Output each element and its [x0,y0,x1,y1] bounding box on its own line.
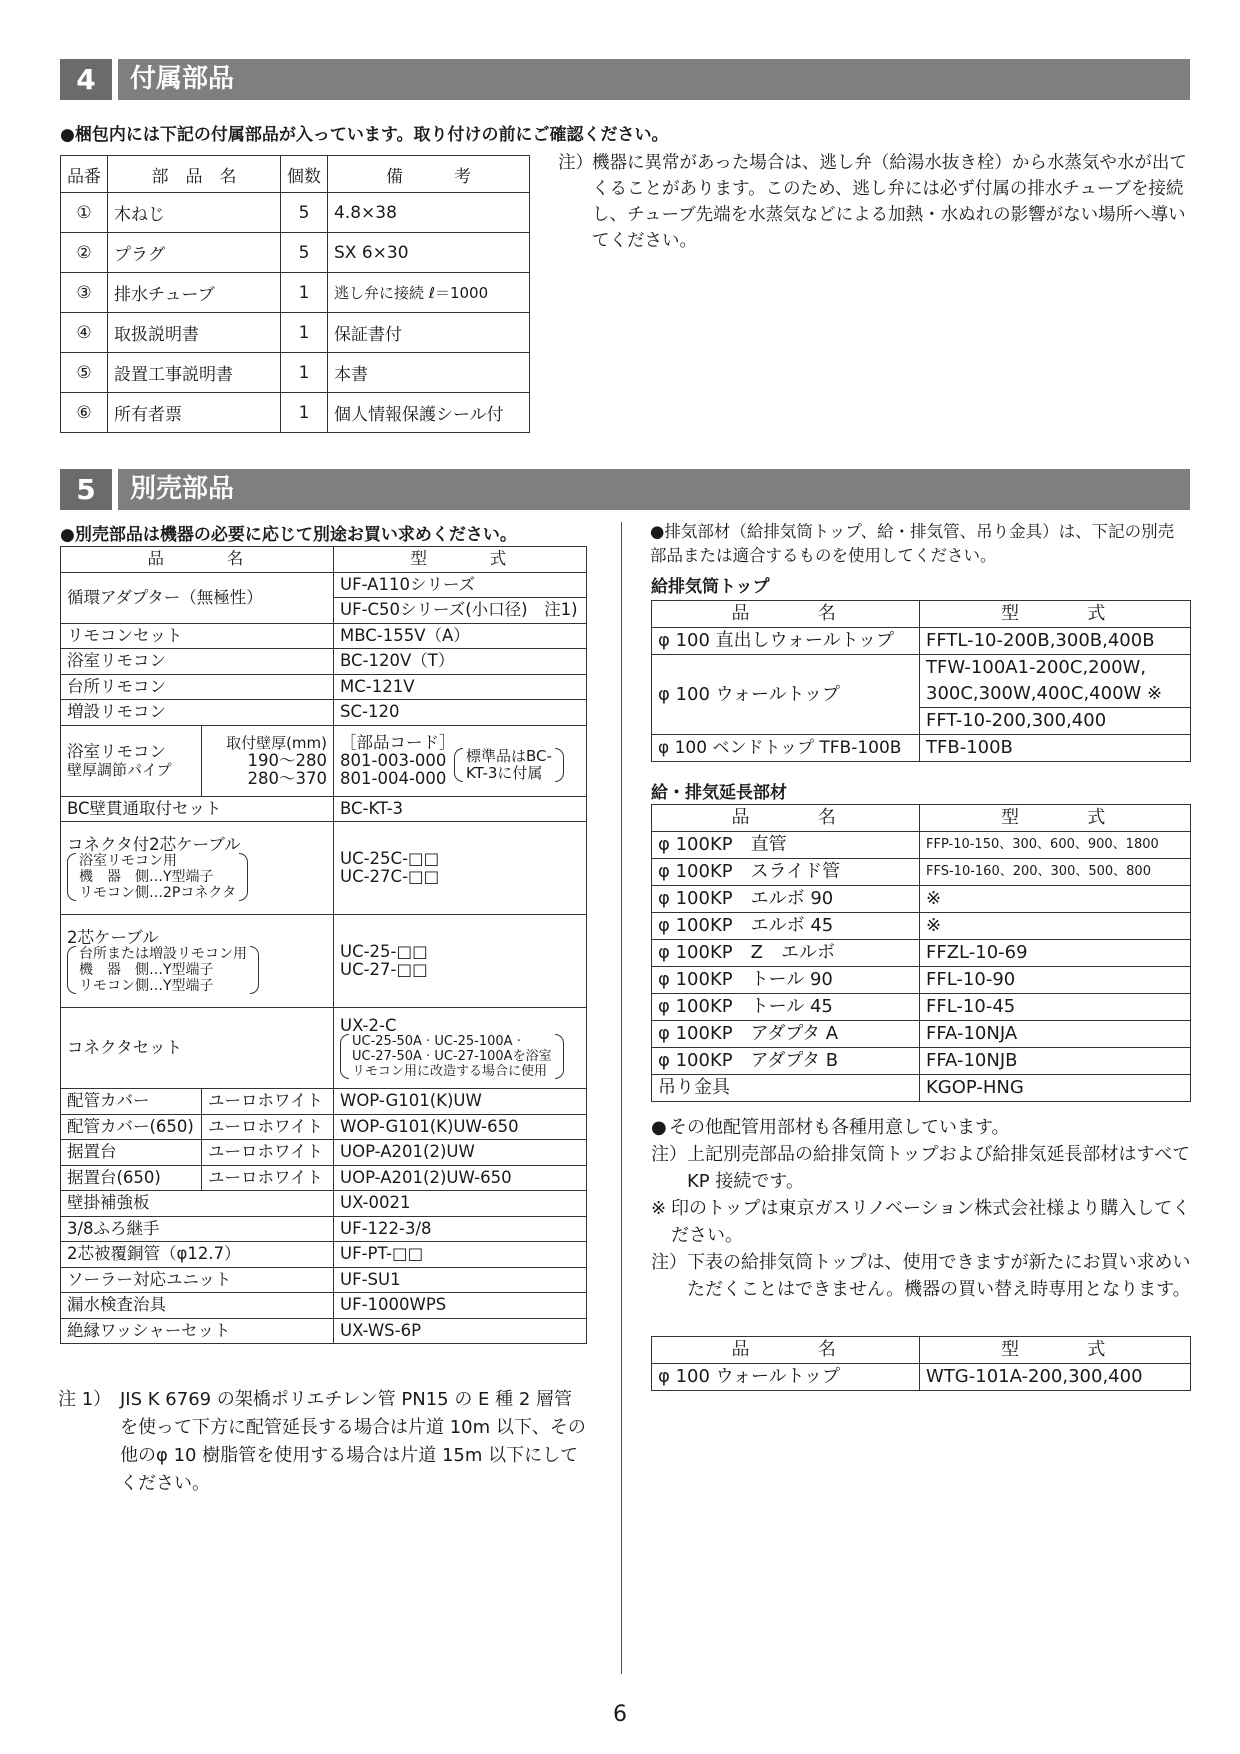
table-row [61,393,530,433]
table-row [652,913,1191,940]
table-row [61,674,587,700]
note-prefix: ※ [651,1198,667,1219]
options-table [60,546,587,1344]
cell: 絶縁ワッシャーセット [61,1318,334,1344]
cell: KGOP-HNG [920,1075,1191,1102]
cell: FFT-10-200,300,400 [920,708,1191,735]
cell [334,915,587,1008]
cell: BC壁貫通取付セット [61,796,334,822]
cell: ⑤ [61,353,108,393]
cell: 1 [281,313,328,353]
note-text: 上記別売部品の給排気筒トップおよび給排気延長部材はすべて KP 接続です。 [687,1144,1191,1192]
pipe-code-2: 801-004-000 [340,768,447,788]
cell: φ 100KP アダプタ A [652,1021,920,1048]
table-row [61,1318,587,1344]
section-title: 付属部品 [130,64,235,94]
cable2-title: 2芯ケーブル [67,927,159,947]
cell: 据置台 [61,1140,202,1166]
pipe-note-1: 標準品はBC- [466,746,552,765]
col-no: 品番 [61,156,108,193]
col-name: 品 名 [652,805,920,832]
table-row [652,832,1191,859]
note-item [651,1141,1191,1195]
cell: 台所リモコン [61,674,334,700]
cell [61,822,334,915]
cell: ⑥ [61,393,108,433]
cell: ソーラー対応ユニット [61,1267,334,1293]
model-line: UC-27-□□ [340,960,428,979]
cell: TFB-100B [920,735,1191,762]
cell: UF-A110シリーズ [334,572,587,598]
col-name: 品 名 [652,601,920,628]
table-row [652,859,1191,886]
note-text: その他配管用部材も各種用意しています。 [669,1117,1010,1138]
col-name: 品 名 [652,1337,920,1364]
model-line: UC-27C-□□ [340,867,440,886]
cell: BC-120V（T） [334,649,587,675]
detail-line: 機 器 側…Y型端子 [79,961,214,978]
section-5-lead: ●別売部品は機器の必要に応じて別途お買い求めください。 [60,525,517,545]
cell: FFL-10-45 [920,994,1191,1021]
pipe-name-2: 壁厚調節パイプ [67,760,172,779]
cell: 保証書付 [328,313,530,353]
cell: BC-KT-3 [334,796,587,822]
section-title: 別売部品 [130,474,235,504]
table-row [61,233,530,273]
cell: UF-SU1 [334,1267,587,1293]
cell [334,725,587,796]
cell: 壁掛補強板 [61,1191,334,1217]
pipe-wall-1: 190〜280 [247,750,327,770]
note-text: 機器に異常があった場合は、逃し弁（給湯水抜き栓）から水蒸気や水が出てくることがあります。このため、逃し弁には必ず付属の排水チューブを接続し、チューブ先端を水蒸気などによる加熱・水ぬれの影響がない場所へ導いてください。 [592,153,1187,251]
table-row [652,1021,1191,1048]
cell: 循環アダプター（無極性） [61,572,334,623]
model-line: UC-25-□□ [340,942,428,961]
cell: 4.8×38 [328,193,530,233]
table-row [61,1293,587,1319]
conn-model: UX-2-C [340,1016,397,1035]
cell: FFL-10-90 [920,967,1191,994]
table-row [652,628,1191,655]
cell: FFA-10NJA [920,1021,1191,1048]
table-row [61,193,530,233]
cell: 漏水検査治具 [61,1293,334,1319]
cell: ユーロホワイト [201,1089,333,1115]
table-row [652,1048,1191,1075]
cable1-title: コネクタ付2芯ケーブル [67,834,241,854]
table-row [61,1191,587,1217]
pipe-code-header: ［部品コード］ [340,732,456,752]
table-row [61,1216,587,1242]
right-notes [651,1114,1191,1303]
col-model: 型 式 [920,1337,1191,1364]
cell: φ 100KP アダプタ B [652,1048,920,1075]
cell: SX 6×30 [328,233,530,273]
cell: 設置工事説明書 [108,353,281,393]
table-row [61,1267,587,1293]
table-row [652,994,1191,1021]
cell: WTG-101A-200,300,400 [920,1364,1191,1391]
cell: 吊り金具 [652,1075,920,1102]
cell [201,725,333,796]
col-remark: 備 考 [328,156,530,193]
flue-top-table [651,600,1191,762]
cell: FFA-10NJB [920,1048,1191,1075]
cell: φ 100KP エルボ 90 [652,886,920,913]
detail-line: 台所または増設リモコン用 [79,945,247,962]
cell: φ 100KP スライド管 [652,859,920,886]
table-row [61,796,587,822]
cell: UF-1000WPS [334,1293,587,1319]
cell: コネクタセット [61,1008,334,1089]
table-row [652,940,1191,967]
pipe-wall-2: 280〜370 [247,768,327,788]
cell: ユーロホワイト [201,1140,333,1166]
table-row [61,1114,587,1140]
cell: FFZL-10-69 [920,940,1191,967]
section-4-header [60,59,1190,100]
cell: φ 100KP 直管 [652,832,920,859]
cell: 配管カバー(650) [61,1114,202,1140]
cell: WOP-G101(K)UW-650 [334,1114,587,1140]
cell: UOP-A201(2)UW [334,1140,587,1166]
cell: 所有者票 [108,393,281,433]
cell: 1 [281,353,328,393]
cell: ① [61,193,108,233]
cell: φ 100KP トール 90 [652,967,920,994]
cell: 増設リモコン [61,700,334,726]
detail-line: 浴室リモコン用 [79,852,177,869]
pipe-name-1: 浴室リモコン [67,741,166,761]
table-row [61,353,530,393]
note-item [651,1249,1191,1303]
conn-detail [340,1034,564,1079]
cell: ※ [920,886,1191,913]
col-model: 型 式 [920,601,1191,628]
cell: ユーロホワイト [201,1114,333,1140]
cell: ③ [61,273,108,313]
cell: FFS-10-160、200、300、500、800 [920,859,1191,886]
cell: 排水チューブ [108,273,281,313]
pipe-wall-header: 取付壁厚(mm) [226,733,327,752]
table-row [652,1075,1191,1102]
table-row [652,1364,1191,1391]
note-prefix: 注） [651,1144,687,1165]
cell: WOP-G101(K)UW [334,1089,587,1115]
cell [61,915,334,1008]
cell: φ 100 ウォールトップ [652,1364,920,1391]
cell: FFTL-10-200B,300B,400B [920,628,1191,655]
section-5-header [60,469,1190,510]
cell: 木ねじ [108,193,281,233]
cell: UX-0021 [334,1191,587,1217]
column-divider [621,522,622,1674]
note-text: 下表の給排気筒トップは、使用できますが新たにお買い求めいただくことはできません。機器の買い替え時専用となります。 [687,1252,1191,1300]
table-row [652,967,1191,994]
note-prefix: 注 1） [58,1389,112,1410]
col-model: 型 式 [334,547,587,573]
section-4-lead: ●梱包内には下記の付属部品が入っています。取り付けの前にご確認ください。 [60,125,669,145]
table-row [61,1140,587,1166]
pipe-note-2: KT-3に付属 [466,763,543,782]
table-row [61,822,587,915]
page-number: 6 [613,1702,627,1727]
cell: 300C,300W,400C,400W ※ [920,681,1191,708]
cell: MBC-155V（A） [334,623,587,649]
accessory-table [60,155,530,433]
top-title: 給排気筒トップ [651,577,770,597]
right-lead: ●排気部材（給排気筒トップ、給・排気管、吊り金具）は、下記の別売部品または適合するものを使用してください。 [650,522,1175,565]
cell: 個人情報保護シール付 [328,393,530,433]
table-row [61,725,587,796]
pipe-note [454,748,564,782]
cell: SC-120 [334,700,587,726]
detail-line: UC-25-50A · UC-25-100A · [352,1034,521,1049]
table-row [61,623,587,649]
note-item [651,1195,1191,1249]
cell [61,725,202,796]
cell: φ 100KP Z エルボ [652,940,920,967]
cell: 3/8ふろ継手 [61,1216,334,1242]
cell: ④ [61,313,108,353]
cell: 2芯被覆銅管（φ12.7） [61,1242,334,1268]
note-prefix: ● [651,1117,667,1138]
cable1-detail [67,853,248,901]
cell: φ 100 ベンドトップ TFB-100B [652,735,920,762]
cell: 浴室リモコン [61,649,334,675]
section-4-note [558,150,1188,254]
cell: 逃し弁に接続 ℓ＝1000 [328,273,530,313]
detail-line: UC-27-50A · UC-27-100Aを浴室 [352,1049,552,1064]
cell: φ 100KP トール 45 [652,994,920,1021]
col-name: 品 名 [61,547,334,573]
section-number: 5 [60,469,112,510]
table-row [61,1008,587,1089]
cell: ※ [920,913,1191,940]
cell: リモコンセット [61,623,334,649]
ext-title: 給・排気延長部材 [651,783,787,803]
table-row [61,915,587,1008]
note-text: JIS K 6769 の架橋ポリエチレン管 PN15 の E 種 2 層管を使って下方に配管延長する場合は片道 10m 以下、その他のφ 10 樹脂管を使用する場合は片道 15m 以下にしてください。 [120,1389,586,1494]
cell: 5 [281,233,328,273]
cell: ユーロホワイト [201,1165,333,1191]
note-item [651,1114,1191,1141]
cell: 本書 [328,353,530,393]
table-row [652,655,1191,682]
note-prefix: 注） [651,1252,687,1273]
col-name: 部 品 名 [108,156,281,193]
note-prefix: 注） [558,153,593,173]
table-row [61,1242,587,1268]
table-row [61,649,587,675]
table-row [61,273,530,313]
pipe-code-1: 801-003-000 [340,750,447,770]
cell: MC-121V [334,674,587,700]
cell: 1 [281,393,328,433]
cell: 配管カバー [61,1089,202,1115]
model-line: UC-25C-□□ [340,849,440,868]
table-row [652,886,1191,913]
legacy-top-table [651,1336,1191,1391]
note-text: 印のトップは東京ガスリノベーション株式会社様より購入してください。 [671,1198,1191,1246]
table-row [61,700,587,726]
cell: UF-PT-□□ [334,1242,587,1268]
cell: 取扱説明書 [108,313,281,353]
detail-line: リモコン側…Y型端子 [79,977,214,994]
cell: 5 [281,193,328,233]
cell: 据置台(650) [61,1165,202,1191]
cell: φ 100 ウォールトップ [652,655,920,735]
detail-line: リモコン側…2Pコネクタ [79,884,237,901]
cell: FFP-10-150、300、600、900、1800 [920,832,1191,859]
table-row [61,313,530,353]
cell: UF-122-3/8 [334,1216,587,1242]
col-qty: 個数 [281,156,328,193]
table-row [61,1089,587,1115]
col-model: 型 式 [920,805,1191,832]
detail-line: 機 器 側…Y型端子 [79,868,214,885]
cell: UX-WS-6P [334,1318,587,1344]
cell: φ 100 直出しウォールトップ [652,628,920,655]
cable2-detail [67,946,259,994]
cell: 1 [281,273,328,313]
cell [334,1008,587,1089]
cell: ② [61,233,108,273]
cell: UOP-A201(2)UW-650 [334,1165,587,1191]
cell: プラグ [108,233,281,273]
table-row [61,572,587,598]
detail-line: リモコン用に改造する場合に使用 [352,1064,548,1079]
cell: TFW-100A1-200C,200W, [920,655,1191,682]
cell: UF-C50シリーズ(小口径) 注1) [334,598,587,624]
section-5-note-1 [58,1386,590,1498]
extension-table [651,804,1191,1102]
cell [334,822,587,915]
table-row [61,1165,587,1191]
table-row [652,735,1191,762]
cell: φ 100KP エルボ 45 [652,913,920,940]
section-number: 4 [60,59,112,100]
